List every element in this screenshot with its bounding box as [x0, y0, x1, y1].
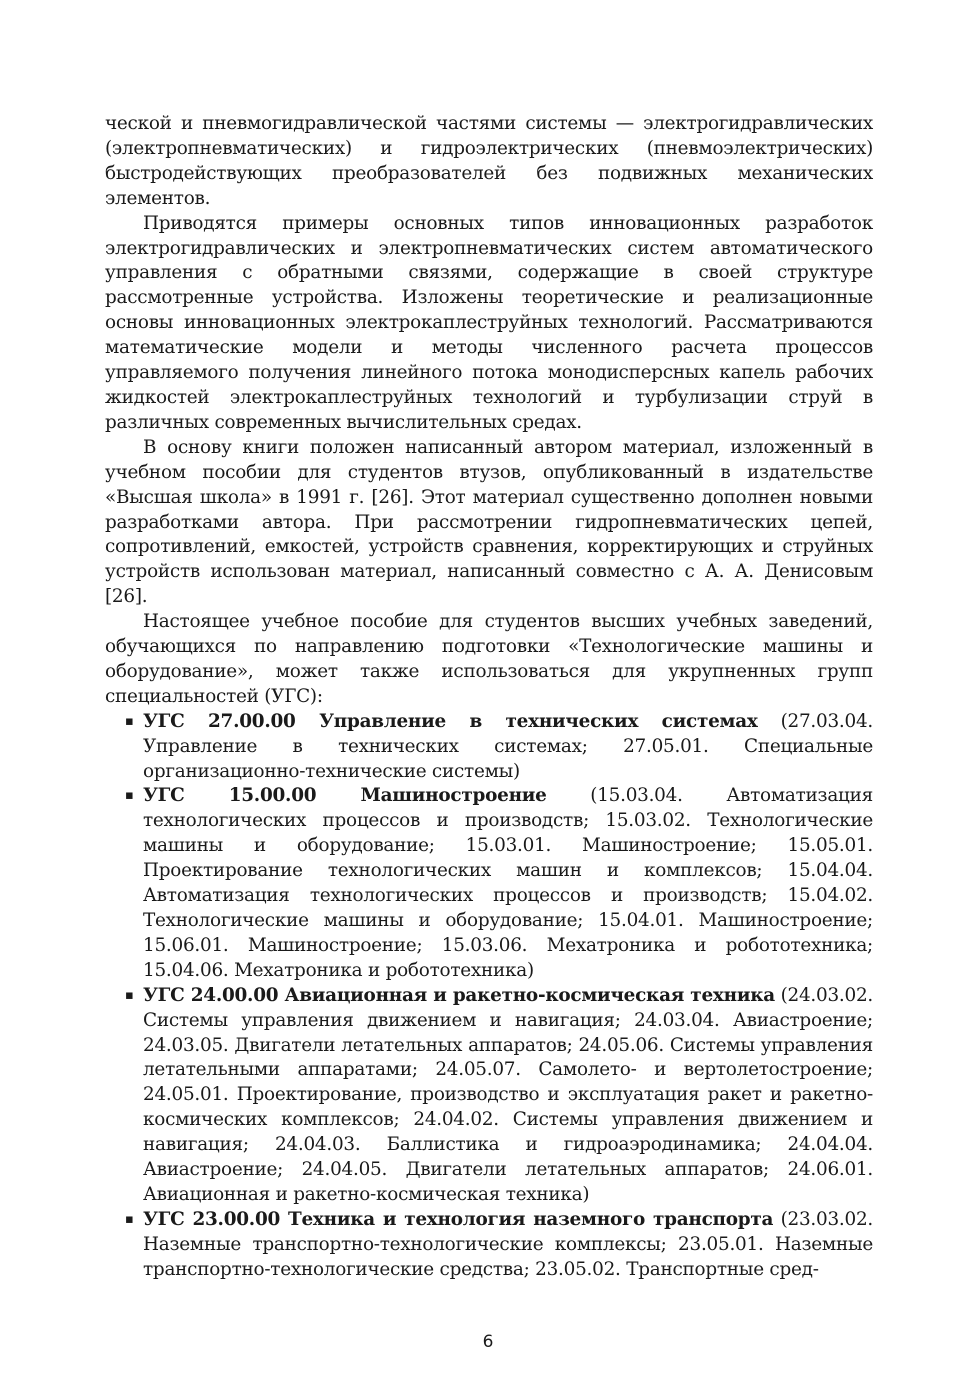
list-item-body: (23.03.02. Наземные транспортно-технологические комплексы; 23.05.01. Наземные транспортно-технологические средства; 23.05.02. Транспортные сред- [143, 1208, 874, 1280]
list-item-body: (27.03.04. Управление в технических системах; 27.05.01. Специальные организационно-технические системы) [143, 710, 873, 782]
paragraph-examples: Приводятся примеры основных типов инновационных разработок электрогидравлических и электропневматических систем автоматического управления с обратными связями, содержащие в своей структуре рассмотренные устройства. Изложены теоретические и реализационные основы инновационных электрокаплеструйных технологий. Рассматриваются математические модели и методы численного расчета процессов управляемого получения линейного потока монодисперсных капель рабочих жидкостей электрокаплеструйных технологий и турбулизации струй в различных современных вычислительных средах. [105, 212, 873, 433]
bullet-icon: ▪ [125, 713, 134, 729]
ugs-list [105, 710, 873, 1283]
list-item [105, 984, 873, 1208]
bullet-icon: ▪ [125, 788, 134, 804]
list-item-body: (15.03.04. Автоматизация технологических процессов и производств; 15.03.02. Технологические машины и оборудование; 15.03.01. Машиностроение; 15.05.01. Проектирование технологических машин и комплексов; 15.04.04. Автоматизация технологических процессов и производств; 15.04.02. Технологические машины и оборудование; 15.04.01. Машиностроение; 15.06.01. Машиностроение; 15.03.06. Мехатроника и робототехника; 15.04.06. Мехатроника и робототехника) [143, 785, 873, 981]
page-text-body [105, 112, 873, 1283]
list-item-heading: УГС 15.00.00 Машиностроение [143, 785, 547, 807]
paragraph-book-basis: В основу книги положен написанный автором материал, изложенный в учебном пособии для студентов втузов, опубликованный в издательстве «Высшая школа» в 1991 г. [26]. Этот материал существенно дополнен новыми разработками автора. При рассмотрении гидропневматических цепей, сопротивлений, емкостей, устройств сравнения, корректирующих и струйных устройств использован материал, написанный совместно с А. А. Денисовым [26]. [105, 436, 873, 608]
list-item [105, 784, 873, 983]
paragraph-audience: Настоящее учебное пособие для студентов высших учебных заведений, обучающихся по направлению подготовки «Технологические машины и оборудование», может также использоваться для укрупненных групп специальностей (УГС): [105, 611, 873, 707]
list-item-heading: УГС 24.00.00 Авиационная и ракетно-космическая техника [143, 984, 775, 1006]
list-item-heading: УГС 27.00.00 Управление в технических системах [143, 710, 758, 732]
bullet-icon: ▪ [125, 1211, 134, 1227]
list-item-heading: УГС 23.00.00 Техника и технология наземного транспорта [143, 1208, 774, 1230]
page-number: 6 [482, 1332, 494, 1352]
list-item [105, 1208, 873, 1283]
list-item-body: (24.03.02. Системы управления движением и навигация; 24.03.04. Авиастроение; 24.03.05. Двигатели летательных аппаратов; 24.05.06. Системы управления летательными аппаратами; 24.05.07. Самолето- и вертолетостроение; 24.05.01. Проектирование, производство и эксплуатация ракет и ракетно-космических комплексов; 24.04.02. Системы управления движением и навигация; 24.04.03. Баллистика и гидроаэродинамика; 24.04.04. Авиастроение; 24.04.05. Двигатели летательных аппаратов; 24.06.01. Авиационная и ракетно-космическая техника) [143, 984, 873, 1205]
bullet-icon: ▪ [125, 987, 134, 1003]
list-item [105, 710, 873, 785]
paragraph-continuation: ческой и пневмогидравлической частями системы — электрогидравлических (электропневматических) и гидроэлектрических (пневмоэлектрических) быстродействующих преобразователей без подвижных механических элементов. [105, 113, 873, 209]
